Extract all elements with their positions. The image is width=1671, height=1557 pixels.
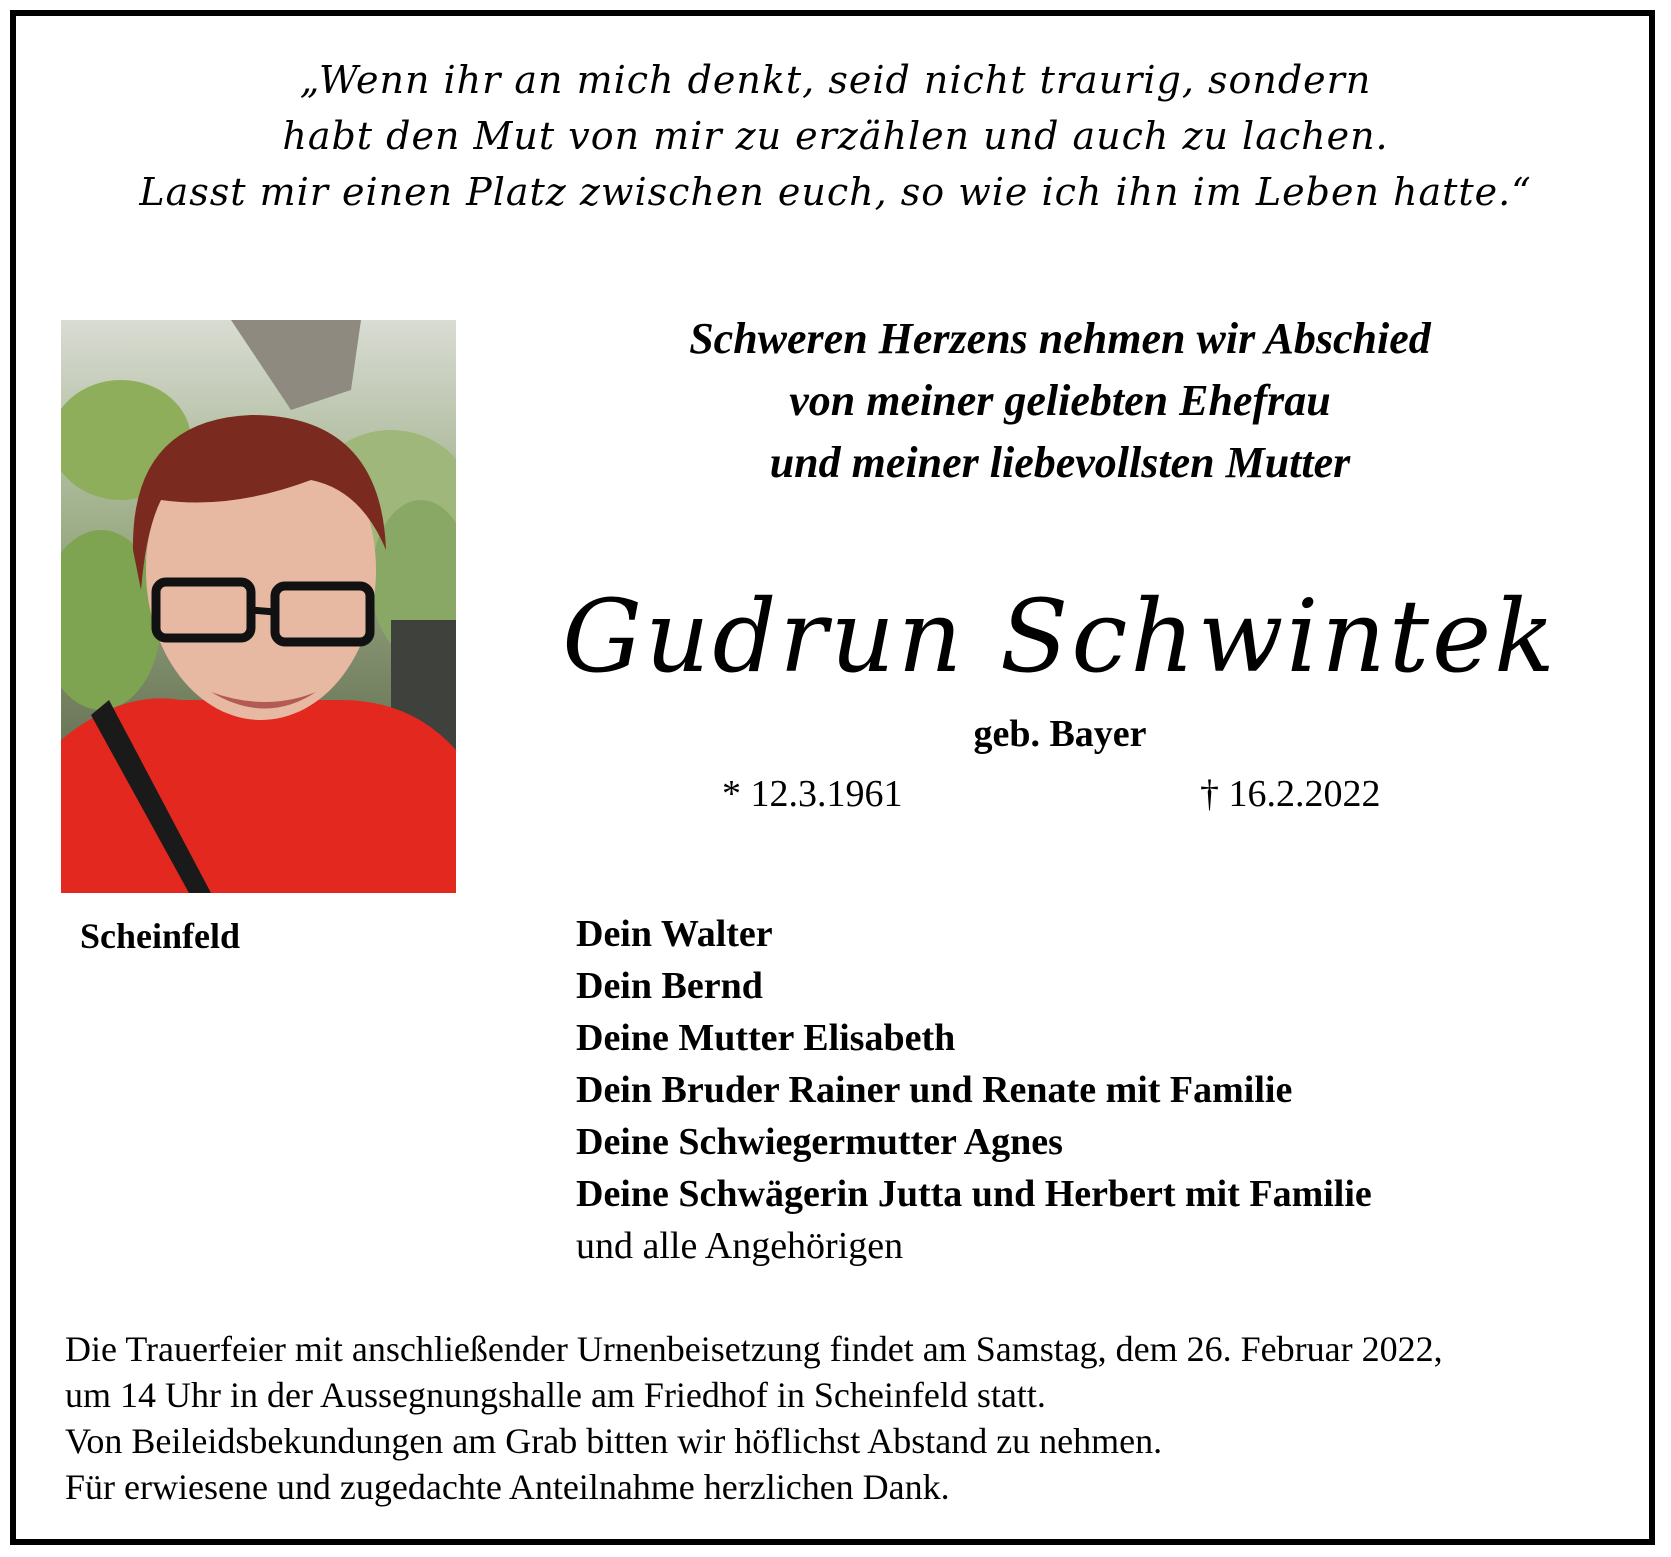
mourner-item: Deine Schwägerin Jutta und Herbert mit Familie xyxy=(576,1173,1372,1215)
portrait-photo-image xyxy=(61,320,456,893)
service-line: um 14 Uhr in der Aussegnungshalle am Friedhof in Scheinfeld statt. xyxy=(65,1375,1046,1415)
quote-line: „Wenn ihr an mich denkt, seid nicht traurig, sondern xyxy=(299,58,1372,102)
service-line: Für erwiesene und zugedachte Anteilnahme herzlichen Dank. xyxy=(65,1467,950,1507)
portrait-photo xyxy=(61,320,456,893)
quote-line: Lasst mir einen Platz zwischen euch, so wie ich ihn im Leben hatte.“ xyxy=(139,170,1532,214)
mourner-item: Dein Walter xyxy=(576,913,773,955)
headline-line: von meiner geliebten Ehefrau xyxy=(789,376,1331,425)
deceased-name: Gudrun Schwintek xyxy=(562,578,1558,695)
death-date: † 16.2.2022 xyxy=(1200,773,1381,815)
location-label: Scheinfeld xyxy=(80,916,241,956)
mourners-list xyxy=(576,908,1372,1272)
service-line: Von Beileidsbekundungen am Grab bitten wir höflichst Abstand zu nehmen. xyxy=(65,1421,1163,1461)
memorial-quote xyxy=(60,52,1611,220)
quote-line: habt den Mut von mir zu erzählen und auch zu lachen. xyxy=(282,114,1389,158)
maiden-name: geb. Bayer xyxy=(973,713,1147,755)
service-line: Die Trauerfeier mit anschließender Urnenbeisetzung findet am Samstag, dem 26. Februar 2022, xyxy=(65,1329,1443,1369)
service-notice xyxy=(65,1326,1443,1510)
mourners-closing: und alle Angehörigen xyxy=(576,1225,904,1267)
farewell-headline xyxy=(560,308,1560,494)
birth-date: * 12.3.1961 xyxy=(722,773,903,815)
headline-line: Schweren Herzens nehmen wir Abschied xyxy=(689,314,1431,363)
mourner-item: Deine Mutter Elisabeth xyxy=(576,1017,956,1059)
mourner-item: Dein Bernd xyxy=(576,965,763,1007)
mourner-item: Deine Schwiegermutter Agnes xyxy=(576,1121,1063,1163)
headline-line: und meiner liebevollsten Mutter xyxy=(769,438,1351,487)
mourner-item: Dein Bruder Rainer und Renate mit Familie xyxy=(576,1069,1293,1111)
